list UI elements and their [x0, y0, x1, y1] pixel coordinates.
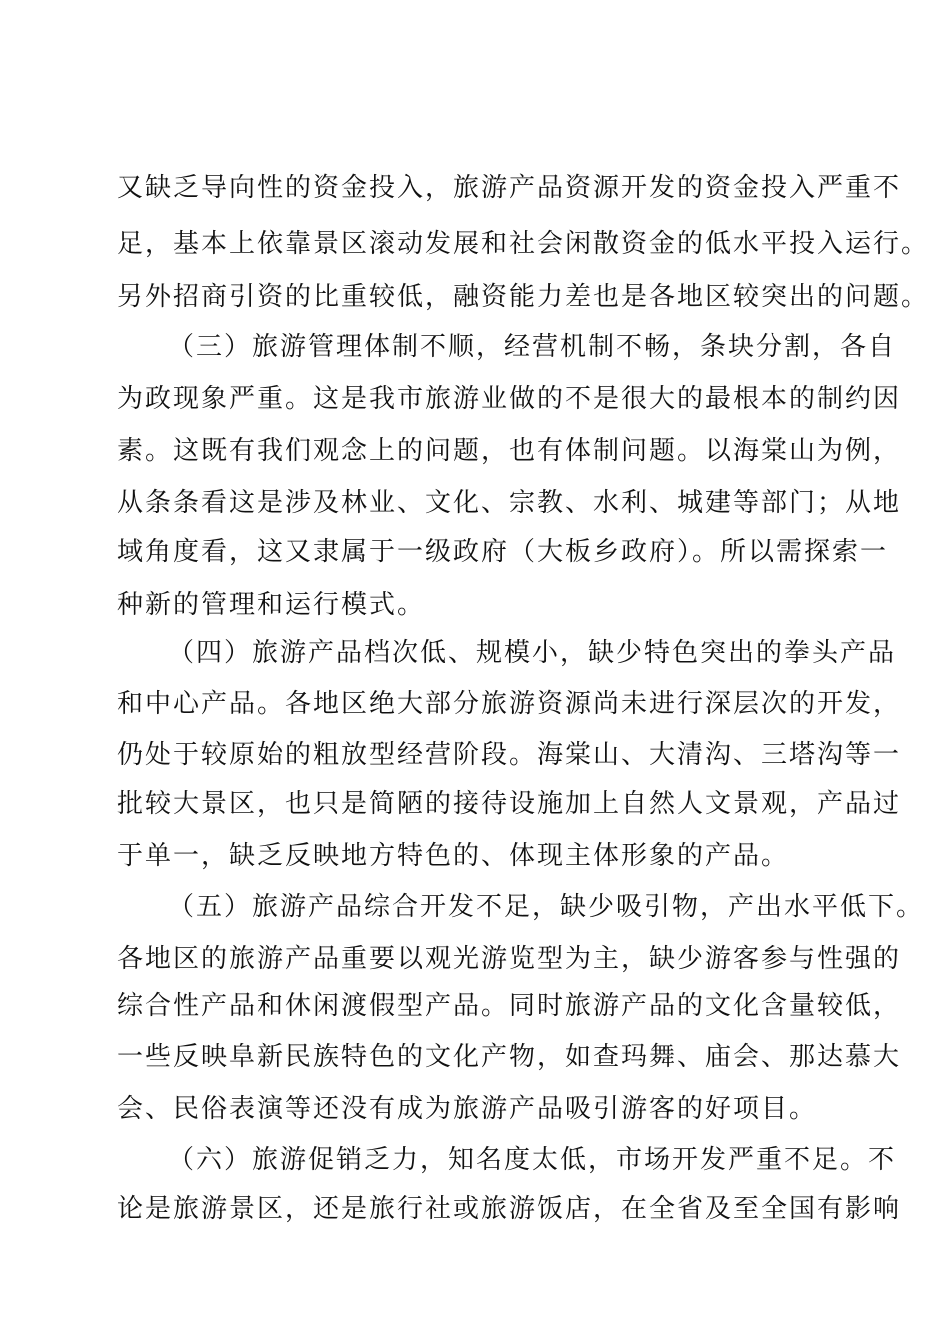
text-line: 又缺乏导向性的资金投入，旅游产品资源开发的资金投入严重不	[117, 173, 902, 203]
text-line: 综合性产品和休闲渡假型产品。同时旅游产品的文化含量较低，	[117, 991, 902, 1021]
text-line: 论是旅游景区，还是旅行社或旅游饭店，在全省及至全国有影响	[117, 1194, 902, 1224]
text-line: 于单一，缺乏反映地方特色的、体现主体形象的产品。	[117, 841, 790, 871]
section-3-heading-line: （三）旅游管理体制不顺，经营机制不畅，条块分割，各自	[168, 332, 897, 362]
text-line: 足，基本上依靠景区滚动发展和社会闲散资金的低水平投入运行。	[117, 229, 930, 259]
text-line: 批较大景区，也只是简陋的接待设施加上自然人文景观，产品过	[117, 789, 902, 819]
text-line: 另外招商引资的比重较低，融资能力差也是各地区较突出的问题。	[117, 282, 930, 312]
section-4-heading-line: （四）旅游产品档次低、规模小，缺少特色突出的拳头产品	[168, 638, 897, 668]
text-line: 种新的管理和运行模式。	[117, 590, 426, 620]
text-line: 各地区的旅游产品重要以观光游览型为主，缺少游客参与性强的	[117, 944, 902, 974]
text-line: 一些反映阜新民族特色的文化产物，如查玛舞、庙会、那达慕大	[117, 1042, 902, 1072]
text-line: 仍处于较原始的粗放型经营阶段。海棠山、大清沟、三塔沟等一	[117, 740, 902, 770]
text-line: 和中心产品。各地区绝大部分旅游资源尚未进行深层次的开发，	[117, 689, 902, 719]
section-6-heading-line: （六）旅游促销乏力，知名度太低，市场开发严重不足。不	[168, 1145, 897, 1175]
text-line: 为政现象严重。这是我市旅游业做的不是很大的最根本的制约因	[117, 384, 902, 414]
section-5-heading-line: （五）旅游产品综合开发不足，缺少吸引物，产出水平低下。	[168, 892, 925, 922]
text-line: 从条条看这是涉及林业、文化、宗教、水利、城建等部门；从地	[117, 488, 902, 518]
text-line: 域角度看，这又隶属于一级政府（大板乡政府）。所以需探索一	[117, 537, 889, 567]
text-line: 素。这既有我们观念上的问题，也有体制问题。以海棠山为例，	[117, 436, 902, 466]
text-line: 会、民俗表演等还没有成为旅游产品吸引游客的好项目。	[117, 1094, 818, 1124]
